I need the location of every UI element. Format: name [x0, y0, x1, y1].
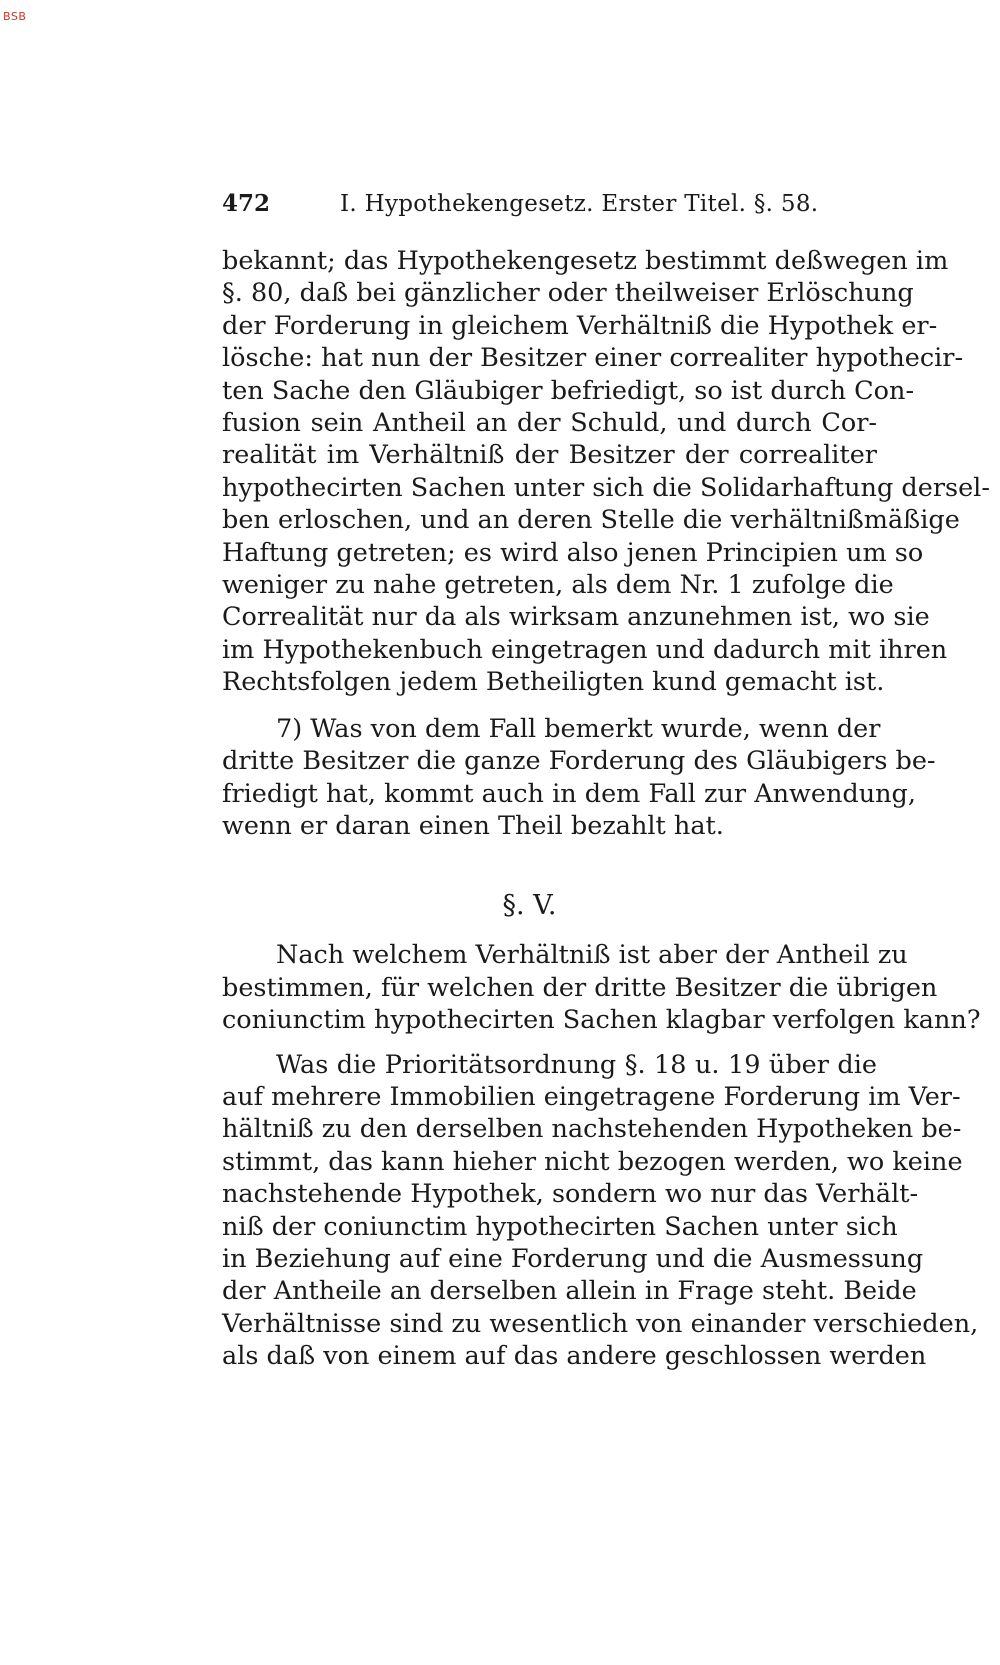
library-watermark: BSB — [3, 10, 27, 23]
text-line: friedigt hat, kommt auch in dem Fall zur Anwendung, — [222, 778, 916, 809]
text-line: ben erloschen, und an deren Stelle die verhältnißmäßige — [222, 505, 960, 536]
paragraph-3 — [222, 939, 981, 1036]
text-line: hypothecirten Sachen unter sich die Solidarhaftung dersel- — [222, 472, 990, 503]
text-line: wenn er daran einen Theil bezahlt hat. — [222, 810, 724, 841]
paragraph-1 — [222, 245, 990, 699]
book-page — [222, 190, 990, 1373]
running-title: I. Hypothekengesetz. Erster Titel. §. 58. — [340, 191, 819, 217]
text-line: coniunctim hypothecirten Sachen klagbar verfolgen kann? — [222, 1005, 981, 1036]
text-line: Haftung getreten; es wird also jenen Principien um so — [222, 537, 924, 568]
text-line: auf mehrere Immobilien eingetragene Forderung im Ver- — [222, 1081, 961, 1112]
text-line: hältniß zu den derselben nachstehenden Hypotheken be- — [222, 1114, 962, 1145]
text-line: Verhältnisse sind zu wesentlich von einander verschieden, — [222, 1308, 979, 1339]
text-line: 7) Was von dem Fall bemerkt wurde, wenn der — [276, 713, 881, 744]
text-line: ten Sache den Gläubiger befriedigt, so ist durch Con- — [222, 375, 915, 406]
text-line: in Beziehung auf eine Forderung und die Ausmessung — [222, 1243, 924, 1274]
text-line: §. 80, daß bei gänzlicher oder theilweiser Erlöschung — [222, 278, 914, 309]
text-line: Nach welchem Verhältniß ist aber der Antheil zu — [276, 940, 908, 971]
text-line: Was die Prioritätsordnung §. 18 u. 19 über die — [276, 1049, 877, 1080]
page-number: 472 — [222, 190, 271, 217]
paragraph-4 — [222, 1049, 979, 1373]
text-line: nachstehende Hypothek, sondern wo nur das Verhält- — [222, 1179, 919, 1210]
text-line: Rechtsfolgen jedem Betheiligten kund gemacht ist. — [222, 667, 885, 698]
text-line: weniger zu nahe getreten, als dem Nr. 1 zufolge die — [222, 570, 894, 601]
text-line: lösche: hat nun der Besitzer einer correaliter hypothecir- — [222, 343, 964, 374]
text-line: fusion sein Antheil an der Schuld, und durch Cor- — [222, 408, 877, 439]
text-line: der Antheile an derselben allein in Frage steht. Beide — [222, 1276, 917, 1307]
text-line: niß der coniunctim hypothecirten Sachen unter sich — [222, 1211, 898, 1242]
text-line: im Hypothekenbuch eingetragen und dadurch mit ihren — [222, 634, 948, 665]
text-line: Correalität nur da als wirksam anzunehmen ist, wo sie — [222, 602, 930, 633]
text-line: bekannt; das Hypothekengesetz bestimmt deßwegen im — [222, 246, 949, 276]
text-line: bestimmen, für welchen der dritte Besitzer die übrigen — [222, 972, 938, 1003]
text-line: als daß von einem auf das andere geschlossen werden — [222, 1341, 927, 1372]
text-line: realität im Verhältniß der Besitzer der correaliter — [222, 440, 877, 471]
text-line: der Forderung in gleichem Verhältniß die Hypothek er- — [222, 310, 938, 341]
page-header — [222, 190, 877, 217]
section-heading: §. V. — [502, 890, 557, 922]
text-line: dritte Besitzer die ganze Forderung des Gläubigers be- — [222, 746, 936, 777]
paragraph-2 — [222, 713, 936, 843]
text-line: stimmt, das kann hieher nicht bezogen werden, wo keine — [222, 1146, 963, 1177]
